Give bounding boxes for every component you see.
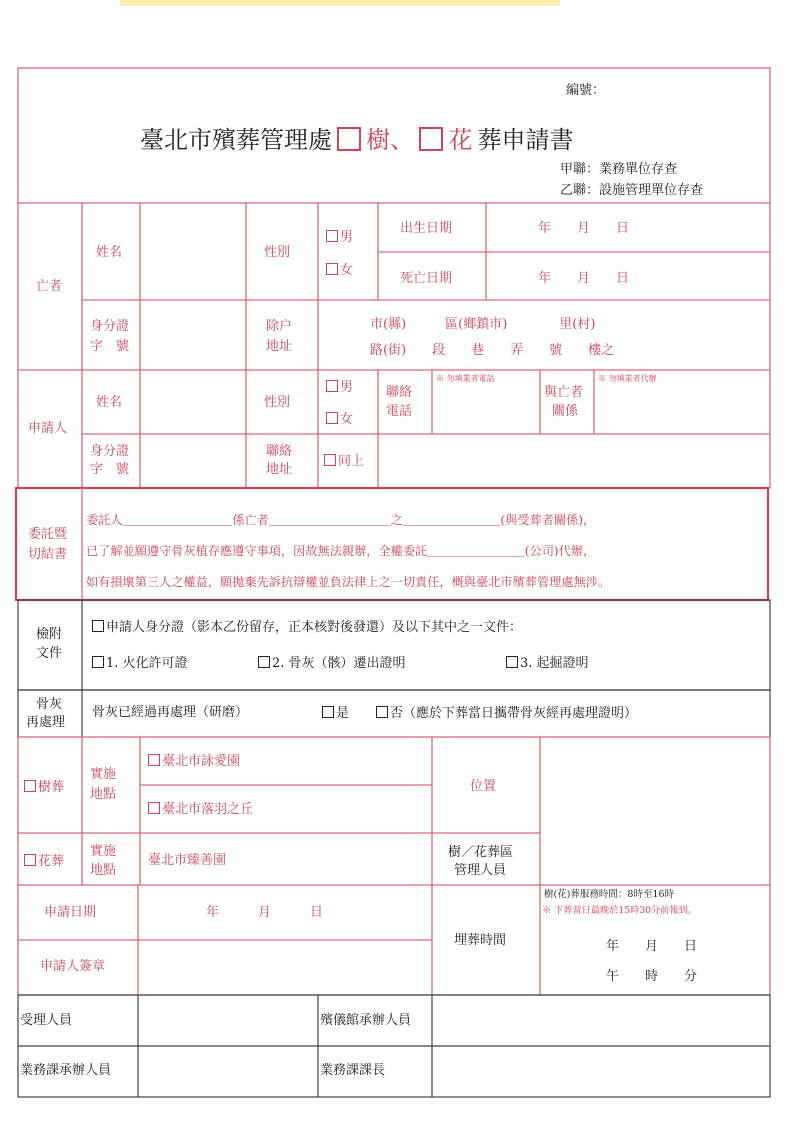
title-suffix: 葬申請書 <box>477 126 574 154</box>
relation-note: ※ 勿填業者代辦 <box>598 374 657 383</box>
section-entrust: 委託暨 <box>28 527 68 542</box>
same-as-above-option[interactable] <box>324 454 364 468</box>
reprocess-question: 骨灰已經過再處理（研磨） <box>92 705 249 720</box>
checkbox-icon <box>506 656 518 668</box>
reprocess-yes-label: 是 <box>336 706 350 721</box>
attachment-id-text: 申請人身分證（影本乙份留存，正本核對後發還）及以下其中之一文件： <box>106 620 523 635</box>
burial-time-field[interactable]: 午 時 分 <box>606 969 698 984</box>
title-text: 臺北市殯葬管理處 <box>140 126 332 154</box>
area-manager-label: 樹／花葬區 <box>448 845 514 860</box>
position-label: 位置 <box>470 779 497 794</box>
applicant-gender-label: 性別 <box>264 395 291 410</box>
burial-date-field[interactable]: 年 月 日 <box>606 939 698 954</box>
burial-time-label: 埋葬時間 <box>454 933 507 948</box>
section-chief-label: 業務課課長 <box>320 1063 386 1078</box>
checkbox-icon <box>24 780 36 792</box>
relation-label: 與亡者 <box>544 385 584 400</box>
checkbox-icon <box>92 656 104 668</box>
entrust-line2[interactable]: 已了解並願遵守骨灰植存應遵守事項，因故無法親辦，全權委託＿＿＿＿＿＿＿＿(公司)代辦， <box>86 544 596 558</box>
checkbox-icon <box>148 754 160 766</box>
deceased-gender-label: 性別 <box>264 245 291 260</box>
tree-site-option-1[interactable] <box>148 754 240 768</box>
tree-site-label: 實施 <box>90 767 117 782</box>
copy-a-note: 甲聯：業務單位存查 <box>560 162 678 177</box>
same-as-above-label: 同上 <box>338 454 365 469</box>
funeral-home-staff-label: 殯儀館承辦人員 <box>320 1013 412 1028</box>
birth-date-field[interactable]: 年 月 日 <box>538 221 630 236</box>
deceased-name-label: 姓名 <box>96 245 123 260</box>
deceased-address-label-2: 地址 <box>266 339 293 354</box>
attachment-option-3[interactable] <box>506 656 589 670</box>
check-in-deadline-note: ※ 下葬當日最晚於15時30分前報到。 <box>542 905 697 916</box>
flower-site-label: 實施 <box>90 844 117 859</box>
signature-label: 申請人簽章 <box>40 959 106 974</box>
section-applicant: 申請人 <box>28 421 68 436</box>
reprocess-yes-option[interactable] <box>322 706 349 720</box>
section-deceased: 亡者 <box>36 279 63 294</box>
applicant-address-label-2: 地址 <box>266 462 293 477</box>
male-label: 男 <box>340 230 354 245</box>
title-option-tree: 樹、 <box>366 126 415 154</box>
reprocess-no-option[interactable] <box>376 706 637 720</box>
form-title <box>140 120 573 155</box>
phone-label: 聯絡 <box>386 385 413 400</box>
checkbox-icon <box>326 230 338 242</box>
death-date-label: 死亡日期 <box>400 271 453 286</box>
flower-burial-option[interactable] <box>24 854 64 868</box>
flower-site-name: 臺北市臻善園 <box>148 853 227 868</box>
attachment-id-option[interactable] <box>92 620 522 634</box>
attachments-label-2: 文件 <box>36 646 63 661</box>
flower-burial-checkbox[interactable] <box>419 127 443 151</box>
deceased-male-option[interactable] <box>326 230 353 244</box>
checkbox-icon <box>24 854 36 866</box>
applicant-address-label: 聯絡 <box>266 444 293 459</box>
title-option-flower: 花 <box>448 126 473 154</box>
attachment-option-3-label: 3. 起掘證明 <box>520 656 589 671</box>
checkbox-icon <box>324 454 336 466</box>
copy-b-note: 乙聯：設施管理單位存查 <box>560 183 704 198</box>
applicant-id-label: 身分證 <box>90 444 130 459</box>
checkbox-icon <box>258 656 270 668</box>
tree-burial-label: 樹葬 <box>38 780 65 795</box>
checkbox-icon <box>326 412 338 424</box>
phone-note: ※ 勿填業者電話 <box>436 374 495 383</box>
checkbox-icon <box>326 380 338 392</box>
deceased-address-line1[interactable]: 市(縣) 區(鄉鎮市) 里(村) <box>370 317 596 332</box>
tree-burial-option[interactable] <box>24 780 64 794</box>
reprocess-label-2: 再處理 <box>26 715 66 730</box>
deceased-name-field[interactable] <box>142 205 244 298</box>
entrust-line3: 如有損壞第三人之權益，願拋棄先訴抗辯權並負法律上之一切責任，概與臺北市殯葬管理處無涉。 <box>86 575 611 589</box>
relation-label-2: 關係 <box>552 404 579 419</box>
business-staff-label: 業務課承辦人員 <box>20 1063 112 1078</box>
applicant-female-option[interactable] <box>326 412 353 426</box>
death-date-field[interactable]: 年 月 日 <box>538 271 630 286</box>
checkbox-icon <box>322 706 334 718</box>
attachments-label: 檢附 <box>36 627 63 642</box>
tree-burial-checkbox[interactable] <box>337 127 361 151</box>
tree-site-option-2[interactable] <box>148 802 253 816</box>
checkbox-icon <box>376 706 388 718</box>
deceased-id-label: 身分證 <box>90 319 130 334</box>
female-label: 女 <box>340 412 354 427</box>
area-manager-label-2: 管理人員 <box>454 863 507 878</box>
apply-date-field[interactable]: 年 月 日 <box>206 905 324 920</box>
reprocess-label: 骨灰 <box>36 697 63 712</box>
phone-label-2: 電話 <box>386 404 413 419</box>
signature-field[interactable] <box>140 942 430 994</box>
tree-site-label-2: 地點 <box>90 787 117 802</box>
checkbox-icon <box>148 802 160 814</box>
birth-date-label: 出生日期 <box>400 221 453 236</box>
applicant-male-option[interactable] <box>326 380 353 394</box>
applicant-name-label: 姓名 <box>96 395 123 410</box>
checkbox-icon <box>92 620 104 632</box>
deceased-id-label-2: 字 號 <box>90 339 130 354</box>
service-hours-note: 樹(花)葬服務時間：8時至16時 <box>544 889 675 900</box>
attachment-option-2[interactable] <box>258 656 406 670</box>
reprocess-no-label: 否（應於下葬當日攜帶骨灰經再處理證明） <box>390 706 638 721</box>
male-label: 男 <box>340 380 354 395</box>
tree-site-option-2-label: 臺北市落羽之丘 <box>162 802 254 817</box>
female-label: 女 <box>340 263 354 278</box>
section-entrust-2: 切結書 <box>28 547 68 562</box>
deceased-address-line2[interactable]: 路(街) 段 巷 弄 號 樓之 <box>370 343 615 358</box>
attachment-option-1-label: 1. 火化許可證 <box>106 656 188 671</box>
attachment-option-1[interactable] <box>92 656 188 670</box>
attachment-option-2-label: 2. 骨灰（骸）遷出證明 <box>272 656 406 671</box>
checkbox-icon <box>326 263 338 275</box>
flower-site-label-2: 地點 <box>90 863 117 878</box>
applicant-name-field[interactable] <box>142 372 244 432</box>
form-number-label: 編號： <box>566 83 606 98</box>
entrust-line1[interactable]: 委託人＿＿＿＿＿＿＿＿＿係亡者＿＿＿＿＿＿＿＿＿＿之＿＿＿＿＿＿＿＿(與受葬者關係)， <box>86 513 596 527</box>
reception-staff-label: 受理人員 <box>20 1013 73 1028</box>
position-field[interactable] <box>542 739 768 831</box>
apply-date-label: 申請日期 <box>44 905 97 920</box>
deceased-female-option[interactable] <box>326 263 353 277</box>
deceased-address-label: 除户 <box>266 319 293 334</box>
tree-site-option-1-label: 臺北市詠愛園 <box>162 754 241 769</box>
flower-burial-label: 花葬 <box>38 854 65 869</box>
applicant-id-label-2: 字 號 <box>90 462 130 477</box>
